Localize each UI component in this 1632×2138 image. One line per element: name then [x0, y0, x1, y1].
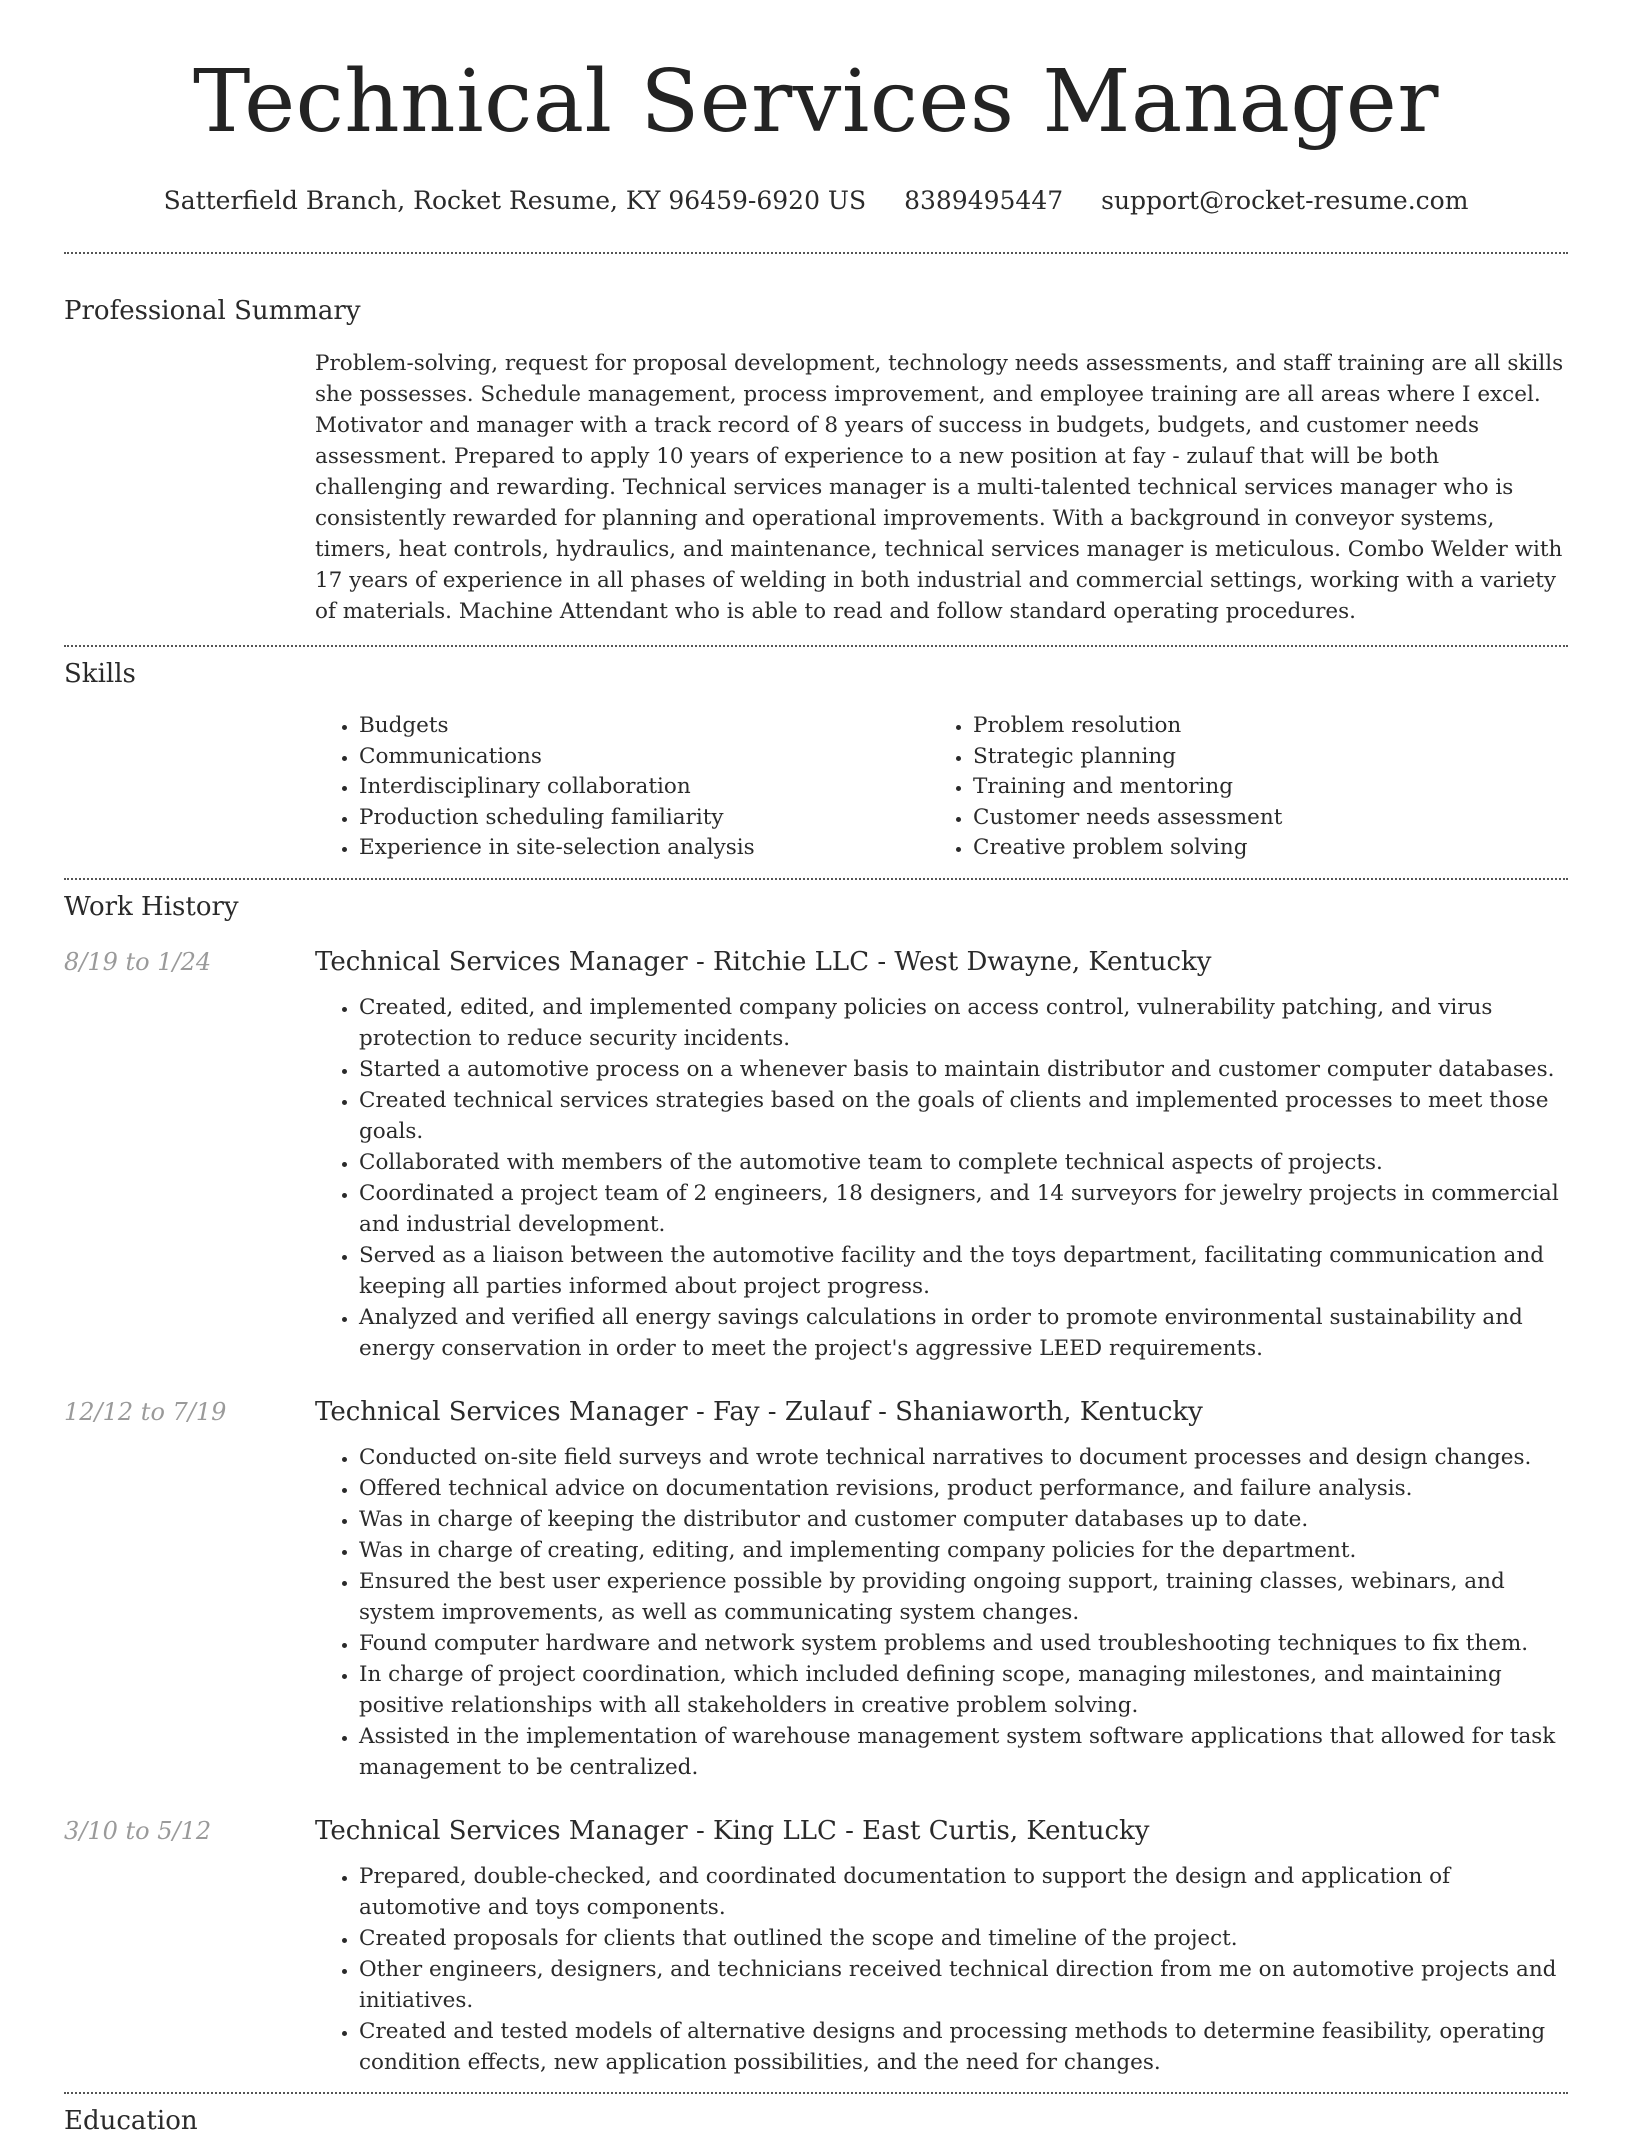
- job-title: Technical Services Manager - Ritchie LLC - West Dwayne, Kentucky: [315, 946, 1212, 977]
- skill-item: • Creative problem solving: [973, 833, 1543, 864]
- work-history-heading: Work History: [64, 891, 239, 922]
- skill-item: • Customer needs assessment: [973, 803, 1543, 834]
- section-divider: [64, 878, 1568, 880]
- resume-page: [64, 0, 1568, 2138]
- job-bullet: • Created, edited, and implemented company policies on access control, vulnerability patching, and virus protection to reduce security incidents.: [359, 992, 1568, 1054]
- job-bullet: • Created proposals for clients that outlined the scope and timeline of the project.: [359, 1923, 1568, 1954]
- job-bullet: • Was in charge of creating, editing, and implementing company policies for the department.: [359, 1535, 1568, 1566]
- skill-item: • Budgets: [359, 711, 929, 742]
- skills-heading: Skills: [64, 659, 136, 689]
- skill-item: • Training and mentoring: [973, 772, 1543, 803]
- education-heading: Education: [64, 2105, 198, 2136]
- job-bullet: • Prepared, double-checked, and coordinated documentation to support the design and application of automotive and toys components.: [359, 1861, 1568, 1923]
- job-bullet: • Coordinated a project team of 2 engineers, 18 designers, and 14 surveyors for jewelry projects in commercial and industrial development.: [359, 1178, 1568, 1240]
- job-dates: 8/19 to 1/24: [64, 947, 212, 976]
- skill-item: • Interdisciplinary collaboration: [359, 772, 929, 803]
- skill-item: • Communications: [359, 742, 929, 773]
- summary-heading: Professional Summary: [64, 296, 361, 326]
- job-bullet: • In charge of project coordination, which included defining scope, managing milestones, and maintaining positive relationships with all stakeholders in creative problem solving.: [359, 1659, 1568, 1721]
- job-bullet: • Collaborated with members of the automotive team to complete technical aspects of projects.: [359, 1147, 1568, 1178]
- contact-address: Satterfield Branch, Rocket Resume, KY 96459-6920 US: [163, 186, 867, 215]
- resume-name: Technical Services Manager: [193, 52, 1439, 152]
- skill-item: • Experience in site-selection analysis: [359, 833, 929, 864]
- skills-list: [315, 711, 1568, 864]
- job-bullet: • Created technical services strategies based on the goals of clients and implemented processes to meet those goals.: [359, 1085, 1568, 1147]
- job-bullet: • Conducted on-site field surveys and wrote technical narratives to document processes and design changes.: [359, 1442, 1568, 1473]
- job-entry: [64, 1394, 1568, 1783]
- job-bullet: • Found computer hardware and network system problems and used troubleshooting techniques to fix them.: [359, 1628, 1568, 1659]
- section-divider: [64, 252, 1568, 254]
- job-dates: 12/12 to 7/19: [64, 1397, 227, 1426]
- job-bullets: [315, 1442, 1568, 1783]
- job-bullet: • Other engineers, designers, and technicians received technical direction from me on automotive projects and initiatives.: [359, 1954, 1568, 2016]
- job-bullet: • Offered technical advice on documentation revisions, product performance, and failure analysis.: [359, 1473, 1568, 1504]
- job-bullet: • Started a automotive process on a whenever basis to maintain distributor and customer computer databases.: [359, 1054, 1568, 1085]
- job-title: Technical Services Manager - King LLC - East Curtis, Kentucky: [315, 1815, 1150, 1846]
- contact-email[interactable]: support@rocket-resume.com: [1101, 186, 1469, 215]
- section-divider: [64, 645, 1568, 647]
- job-bullets: [315, 1861, 1568, 2078]
- contact-phone: 8389495447: [904, 186, 1064, 215]
- job-title: Technical Services Manager - Fay - Zulauf - Shaniaworth, Kentucky: [315, 1396, 1203, 1427]
- skills-column-2: [929, 711, 1543, 864]
- job-bullet: • Was in charge of keeping the distributor and customer computer databases up to date.: [359, 1504, 1568, 1535]
- skill-item: • Problem resolution: [973, 711, 1543, 742]
- job-bullet: • Analyzed and verified all energy savings calculations in order to promote environmental sustainability and energy conservation in order to meet the project's aggressive LEED requirements.: [359, 1302, 1568, 1364]
- skills-column-1: [315, 711, 929, 864]
- job-bullet: • Ensured the best user experience possible by providing ongoing support, training classes, webinars, and system improvements, as well as communicating system changes.: [359, 1566, 1568, 1628]
- summary-text: Problem-solving, request for proposal development, technology needs assessments, and staff training are all skills she possesses. Schedule management, process improvement, and employee training are all areas where I excel. Motivator and manager with a track record of 8 years of success in budgets, budgets, and customer needs assessment. Prepared to apply 10 years of experience to a new position at fay - zulauf that will be both challenging and rewarding. Technical services manager is a multi-talented technical services manager who is consistently rewarded for planning and operational improvements. With a background in conveyor systems, timers, heat controls, hydraulics, and maintenance, technical services manager is meticulous. Combo Welder with 17 years of experience in all phases of welding in both industrial and commercial settings, working with a variety of materials. Machine Attendant who is able to read and follow standard operating procedures.: [315, 351, 1564, 624]
- job-bullets: [315, 992, 1568, 1364]
- job-bullet: • Served as a liaison between the automotive facility and the toys department, facilitating communication and keeping all parties informed about project progress.: [359, 1240, 1568, 1302]
- job-entry: [64, 1813, 1568, 2078]
- job-dates: 3/10 to 5/12: [64, 1816, 212, 1845]
- job-bullet: • Created and tested models of alternative designs and processing methods to determine feasibility, operating condition effects, new application possibilities, and the need for changes.: [359, 2016, 1568, 2078]
- skill-item: • Strategic planning: [973, 742, 1543, 773]
- contact-line: [64, 184, 1568, 218]
- skill-item: • Production scheduling familiarity: [359, 803, 929, 834]
- section-divider: [64, 2092, 1568, 2094]
- job-entry: [64, 944, 1568, 1364]
- job-bullet: • Assisted in the implementation of warehouse management system software applications that allowed for task management to be centralized.: [359, 1721, 1568, 1783]
